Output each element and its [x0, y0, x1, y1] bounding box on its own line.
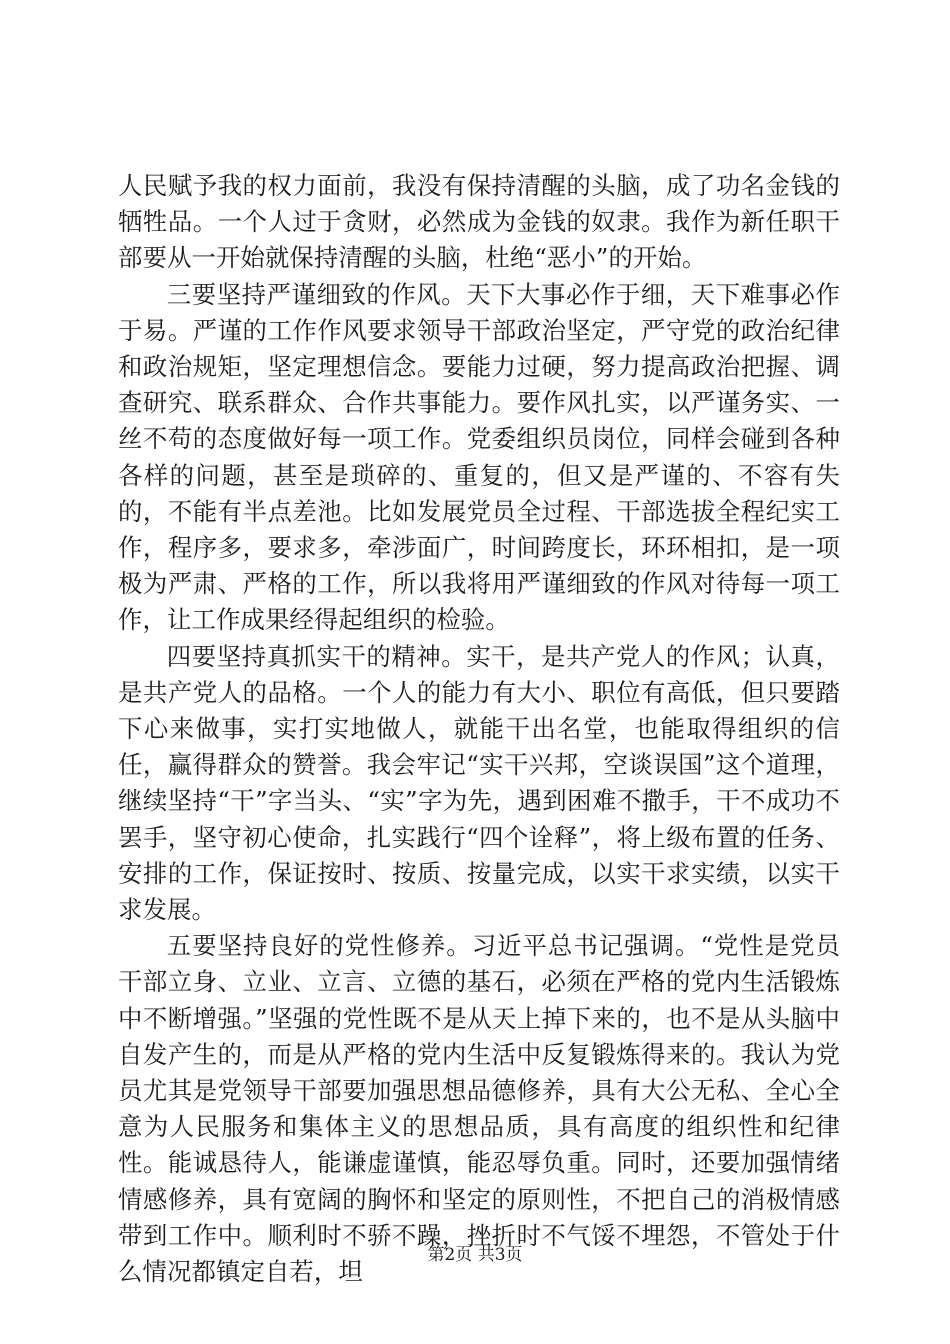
page-number-footer: 第2页 共3页 — [427, 1245, 523, 1265]
paragraph-point-three: 三要坚持严谨细致的作风。天下大事必作于细，天下难事必作于易。严谨的工作作风要求领导干部政治坚定，严守党的政治纪律和政治规矩，坚定理想信念。要能力过硬，努力提高政治把握、调查研究、联系群众、合作共事能力。要作风扎实，以严谨务实、一丝不苟的态度做好每一项工作。党委组织员岗位，同样会碰到各种各样的问题，甚至是琐碎的、重复的，但又是严谨的、不容有失的，不能有半点差池。比如发展党员全过程、干部选拔全程纪实工作，程序多，要求多，牵涉面广，时间跨度长，环环相扣，是一项极为严肃、严格的工作，所以我将用严谨细致的作风对待每一项工作，让工作成果经得起组织的检验。 — [118, 279, 840, 635]
document-body — [118, 168, 840, 1290]
paragraph-point-five: 五要坚持良好的党性修养。习近平总书记强调。“党性是党员干部立身、立业、立言、立德的基石，必须在严格的党内生活锻炼中不断增强。”坚强的党性既不是从天上掉下来的，也不是从头脑中自发产生的，而是从严格的党内生活中反复锻炼得来的。我认为党员尤其是党领导干部要加强思想品德修养，具有大公无私、全心全意为人民服务和集体主义的思想品质，具有高度的组织性和纪律性。能诚恳待人，能谦虚谨慎，能忍辱负重。同时，还要加强情绪情感修养，具有宽阔的胸怀和坚定的原则性，不把自己的消极情感带到工作中。顺利时不骄不躁，挫折时不气馁不埋怨，不管处于什么情况都镇定自若，坦 — [118, 931, 840, 1287]
paragraph-point-four: 四要坚持真抓实干的精神。实干，是共产党人的作风；认真，是共产党人的品格。一个人的能力有大小、职位有高低，但只要踏下心来做事，实打实地做人，就能干出名堂，也能取得组织的信任，赢得群众的赞誉。我会牢记“实干兴邦，空谈误国”这个道理，继续坚持“干”字当头、“实”字为先，遇到困难不撒手，干不成功不罢手，坚守初心使命，扎实践行“四个诠释”，将上级布置的任务、安排的工作，保证按时、按质、按量完成，以实干求实绩，以实干求发展。 — [118, 641, 840, 925]
paragraph-continued: 人民赋予我的权力面前，我没有保持清醒的头脑，成了功名金钱的牺牲品。一个人过于贪财，必然成为金钱的奴隶。我作为新任职干部要从一开始就保持清醒的头脑，杜绝“恶小”的开始。 — [118, 171, 840, 273]
